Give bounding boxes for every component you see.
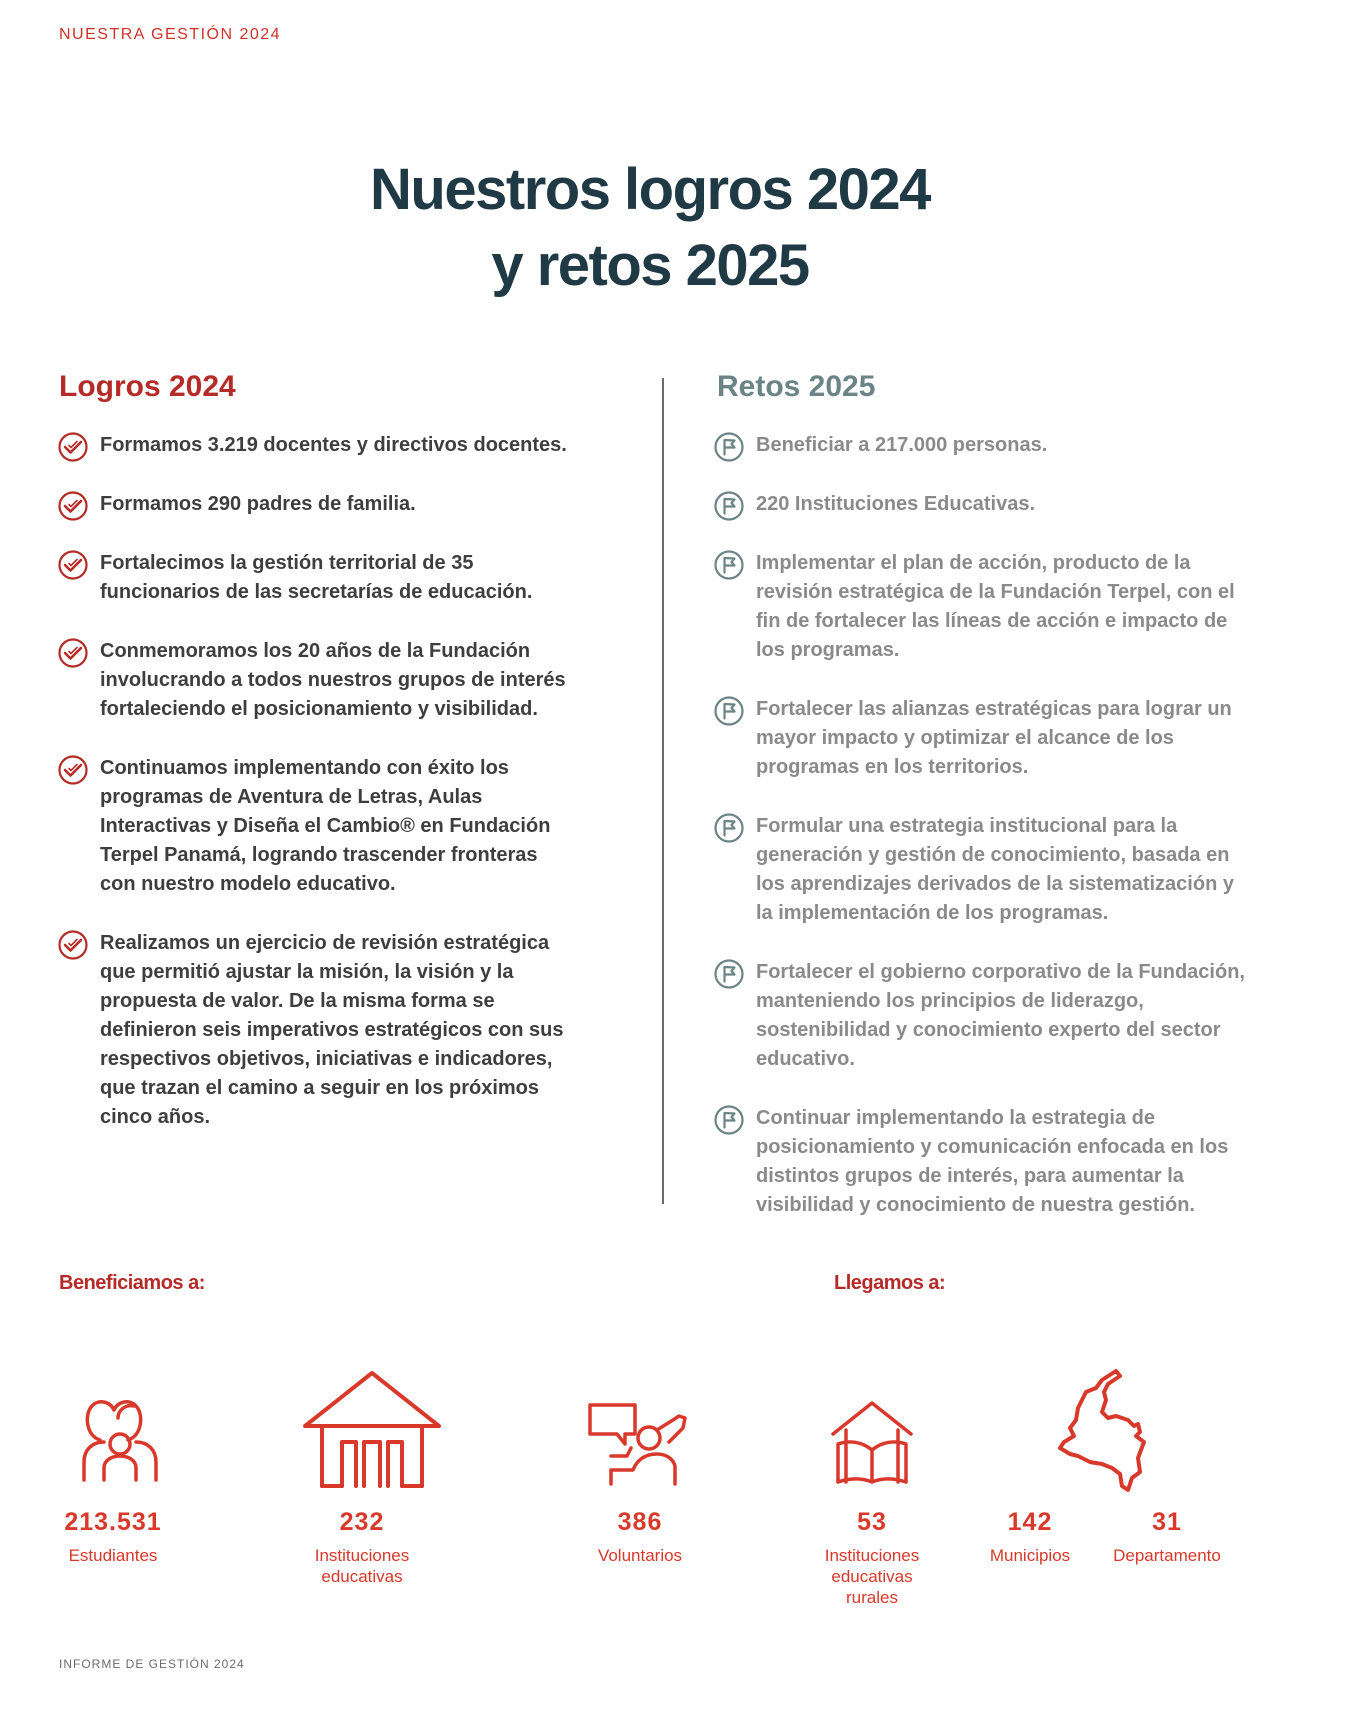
retos-item-text: Fortalecer el gobierno corporativo de la Fundación, manteniendo los principios de liderazgo, sostenibilidad y conocimiento experto del sector educativo. <box>756 961 1245 1070</box>
school-building-icon <box>302 1370 442 1490</box>
logros-item <box>57 637 577 724</box>
stat-departamento-value: 31 <box>1152 1508 1182 1536</box>
retos-item-text: Implementar el plan de acción, producto de la revisión estratégica de la Fundación Terpel, con el fin de fortalecer las líneas de acción e impacto de los programas. <box>756 552 1235 661</box>
retos-item <box>713 490 1253 519</box>
flag-circle-icon <box>713 549 745 581</box>
page-title-line-2: y retos 2025 <box>491 233 809 298</box>
volunteer-speech-icon <box>587 1402 689 1486</box>
stat-label-line: educativas <box>831 1567 913 1586</box>
stat-estudiantes-value: 213.531 <box>64 1508 162 1536</box>
rural-school-book-icon <box>830 1400 914 1485</box>
colombia-map-icon <box>1056 1368 1152 1494</box>
retos-heading: Retos 2025 <box>717 370 876 403</box>
page-title-line-1: Nuestros logros 2024 <box>370 157 930 222</box>
check-circle-icon <box>57 637 89 669</box>
flag-circle-icon <box>713 1104 745 1136</box>
retos-item <box>713 695 1253 782</box>
retos-list <box>713 431 1253 1220</box>
stat-label-line: rurales <box>846 1588 898 1607</box>
logros-item-text: Fortalecimos la gestión territorial de 35 funcionarios de las secretarías de educación. <box>100 552 533 603</box>
retos-item-text: Fortalecer las alianzas estratégicas para lograr un mayor impacto y optimizar el alcance de los programas en los territorios. <box>756 698 1232 778</box>
logros-item <box>57 929 577 1132</box>
page-title <box>0 152 1300 304</box>
beneficiamos-label: Beneficiamos a: <box>59 1272 205 1294</box>
logros-item <box>57 549 577 607</box>
retos-item-text: 220 Instituciones Educativas. <box>756 493 1035 515</box>
family-icon <box>78 1396 163 1482</box>
stat-label-line: educativas <box>321 1567 403 1586</box>
retos-item <box>713 431 1253 460</box>
stat-instituciones-label <box>252 1545 472 1587</box>
flag-circle-icon <box>713 431 745 463</box>
check-circle-icon <box>57 929 89 961</box>
logros-item <box>57 431 577 460</box>
check-circle-icon <box>57 431 89 463</box>
logros-item-text: Continuamos implementando con éxito los programas de Aventura de Letras, Aulas Interactivas y Diseña el Cambio® en Fundación Terpel Panamá, logrando trascender fronteras con nuestro modelo educativo. <box>100 757 551 895</box>
retos-item <box>713 812 1253 928</box>
stat-rurales-value: 53 <box>857 1508 887 1536</box>
flag-circle-icon <box>713 958 745 990</box>
stat-label-line: Instituciones <box>824 1546 920 1565</box>
llegamos-label: Llegamos a: <box>834 1272 946 1294</box>
stat-voluntarios-value: 386 <box>617 1508 663 1536</box>
stat-municipios-value: 142 <box>1007 1508 1053 1536</box>
retos-item <box>713 1104 1253 1220</box>
stat-instituciones-value: 232 <box>339 1508 385 1536</box>
section-header-label: NUESTRA GESTIÓN 2024 <box>59 26 282 43</box>
logros-item-text: Conmemoramos los 20 años de la Fundación involucrando a todos nuestros grupos de interés fortaleciendo el posicionamiento y visibilidad. <box>100 640 566 720</box>
check-circle-icon <box>57 490 89 522</box>
logros-heading: Logros 2024 <box>59 370 236 403</box>
check-circle-icon <box>57 549 89 581</box>
logros-item <box>57 754 577 899</box>
retos-item-text: Beneficiar a 217.000 personas. <box>756 434 1048 456</box>
check-circle-icon <box>57 754 89 786</box>
retos-item <box>713 958 1253 1074</box>
stat-departamento-label <box>1057 1545 1277 1566</box>
stat-voluntarios-label <box>530 1545 750 1566</box>
stat-label-line: Estudiantes <box>68 1546 158 1565</box>
stat-estudiantes-label <box>3 1545 223 1566</box>
logros-item <box>57 490 577 519</box>
stat-label-line: Instituciones <box>314 1546 410 1565</box>
stat-label-line: Municipios <box>989 1546 1071 1565</box>
retos-item-text: Formular una estrategia institucional para la generación y gestión de conocimiento, basada en los aprendizajes derivados de la sistematización y la implementación de los programas. <box>756 815 1234 924</box>
flag-circle-icon <box>713 490 745 522</box>
retos-item-text: Continuar implementando la estrategia de posicionamiento y comunicación enfocada en los distintos grupos de interés, para aumentar la visibilidad y conocimiento de nuestra gestión. <box>756 1107 1229 1216</box>
logros-list <box>57 431 577 1132</box>
stat-label-line: Departamento <box>1113 1546 1221 1565</box>
column-divider <box>662 378 664 1204</box>
logros-item-text: Formamos 290 padres de familia. <box>100 493 416 515</box>
flag-circle-icon <box>713 812 745 844</box>
logros-item-text: Realizamos un ejercicio de revisión estratégica que permitió ajustar la misión, la visión y la propuesta de valor. De la misma forma se definieron seis imperativos estratégicos con sus respectivos objetivos, iniciativas e indicadores, que trazan el camino a seguir en los próximos cinco años. <box>100 932 564 1128</box>
stat-label-line: Voluntarios <box>597 1546 683 1565</box>
footer-label: INFORME DE GESTIÓN 2024 <box>59 1657 245 1671</box>
logros-item-text: Formamos 3.219 docentes y directivos docentes. <box>100 434 567 456</box>
retos-item <box>713 549 1253 665</box>
flag-circle-icon <box>713 695 745 727</box>
